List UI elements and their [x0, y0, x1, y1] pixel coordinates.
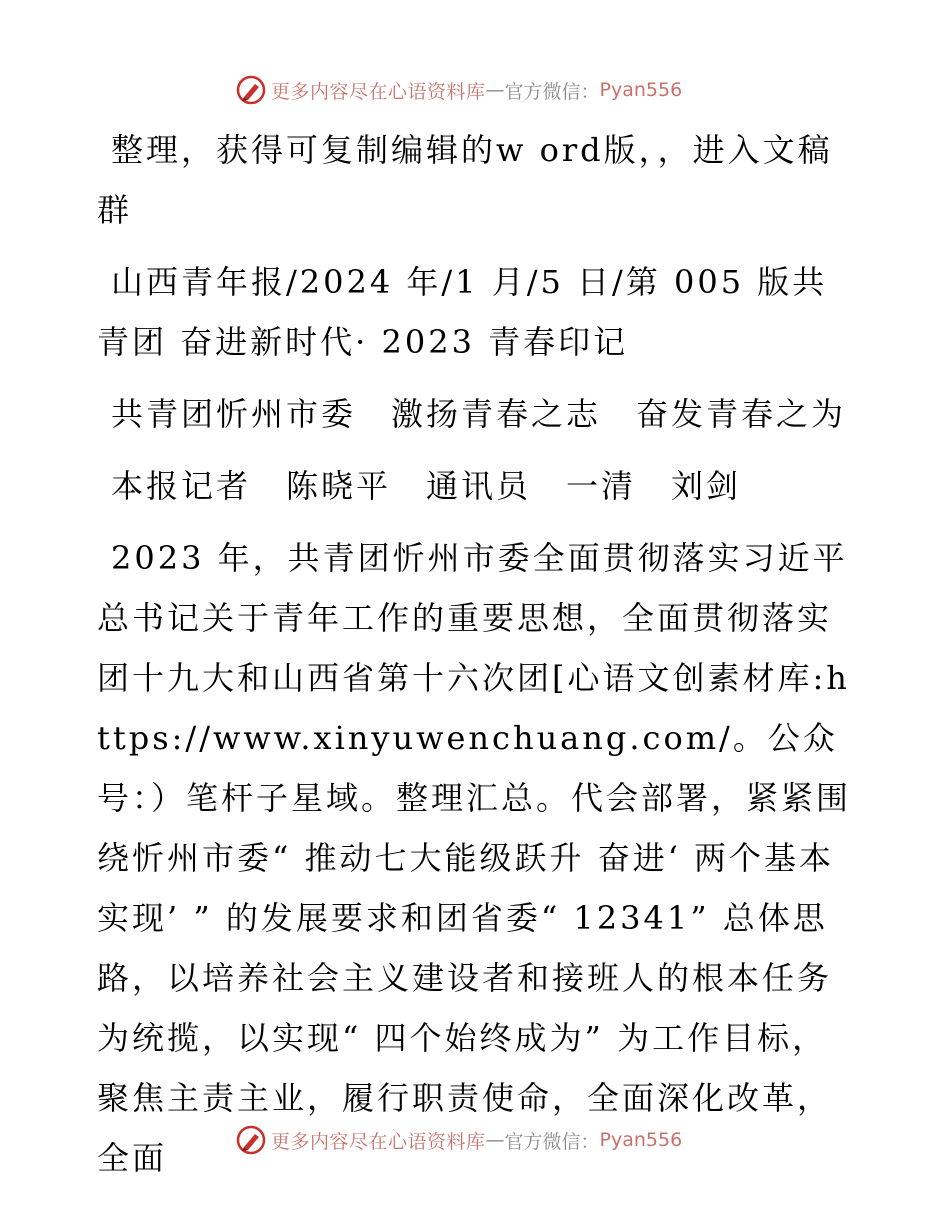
- watermark-text: 更多内容尽在心语资料库: [271, 1130, 486, 1153]
- watermark-wechat-label: 官方微信：: [504, 80, 600, 103]
- footer-watermark: [235, 1122, 755, 1158]
- watermark-dash: —: [485, 79, 505, 101]
- article-byline: 本报记者 陈晓平 通讯员 一清 刘剑: [111, 467, 742, 505]
- paragraph-intro: 整理，获得可复制编辑的w ord版，，进入文稿群: [97, 131, 833, 229]
- document-body: [97, 120, 857, 1188]
- paragraph-source: 山西青年报/2024 年/1 月/5 日/第 005 版共青团 奋进新时代· 2023 青春印记: [97, 263, 828, 361]
- watermark-text: 更多内容尽在心语资料库: [271, 80, 486, 103]
- pen-logo-icon: [235, 74, 267, 106]
- watermark-wechat-id: Pyan556: [599, 1129, 683, 1151]
- watermark-wechat-id: Pyan556: [599, 79, 683, 101]
- watermark-dash: —: [485, 1129, 505, 1151]
- paragraph-body: 2023 年，共青团忻州市委全面贯彻落实习近平总书记关于青年工作的重要思想，全面贯彻落实团十九大和山西省第十六次团[心语文创素材库:https://www.xinyuwenchuang.com/。公众号：）笔杆子星域。整理汇总。代会部署，紧紧围绕忻州市委“ 推动七大能级跃升 奋进‘ 两个基本实现’ ” 的发展要求和团省委“ 12341” 总体思路，以培养社会主义建设者和接班人的根本任务为统揽，以实现“ 四个始终成为” 为工作目标，聚焦主责主业，履行职责使命，全面深化改革，全面: [97, 539, 852, 1177]
- header-watermark: [235, 72, 755, 108]
- pen-logo-icon: [235, 1124, 267, 1156]
- watermark-wechat-label: 官方微信：: [504, 1130, 600, 1153]
- article-title: 共青团忻州市委 激扬青春之志 奋发青春之为: [111, 395, 847, 433]
